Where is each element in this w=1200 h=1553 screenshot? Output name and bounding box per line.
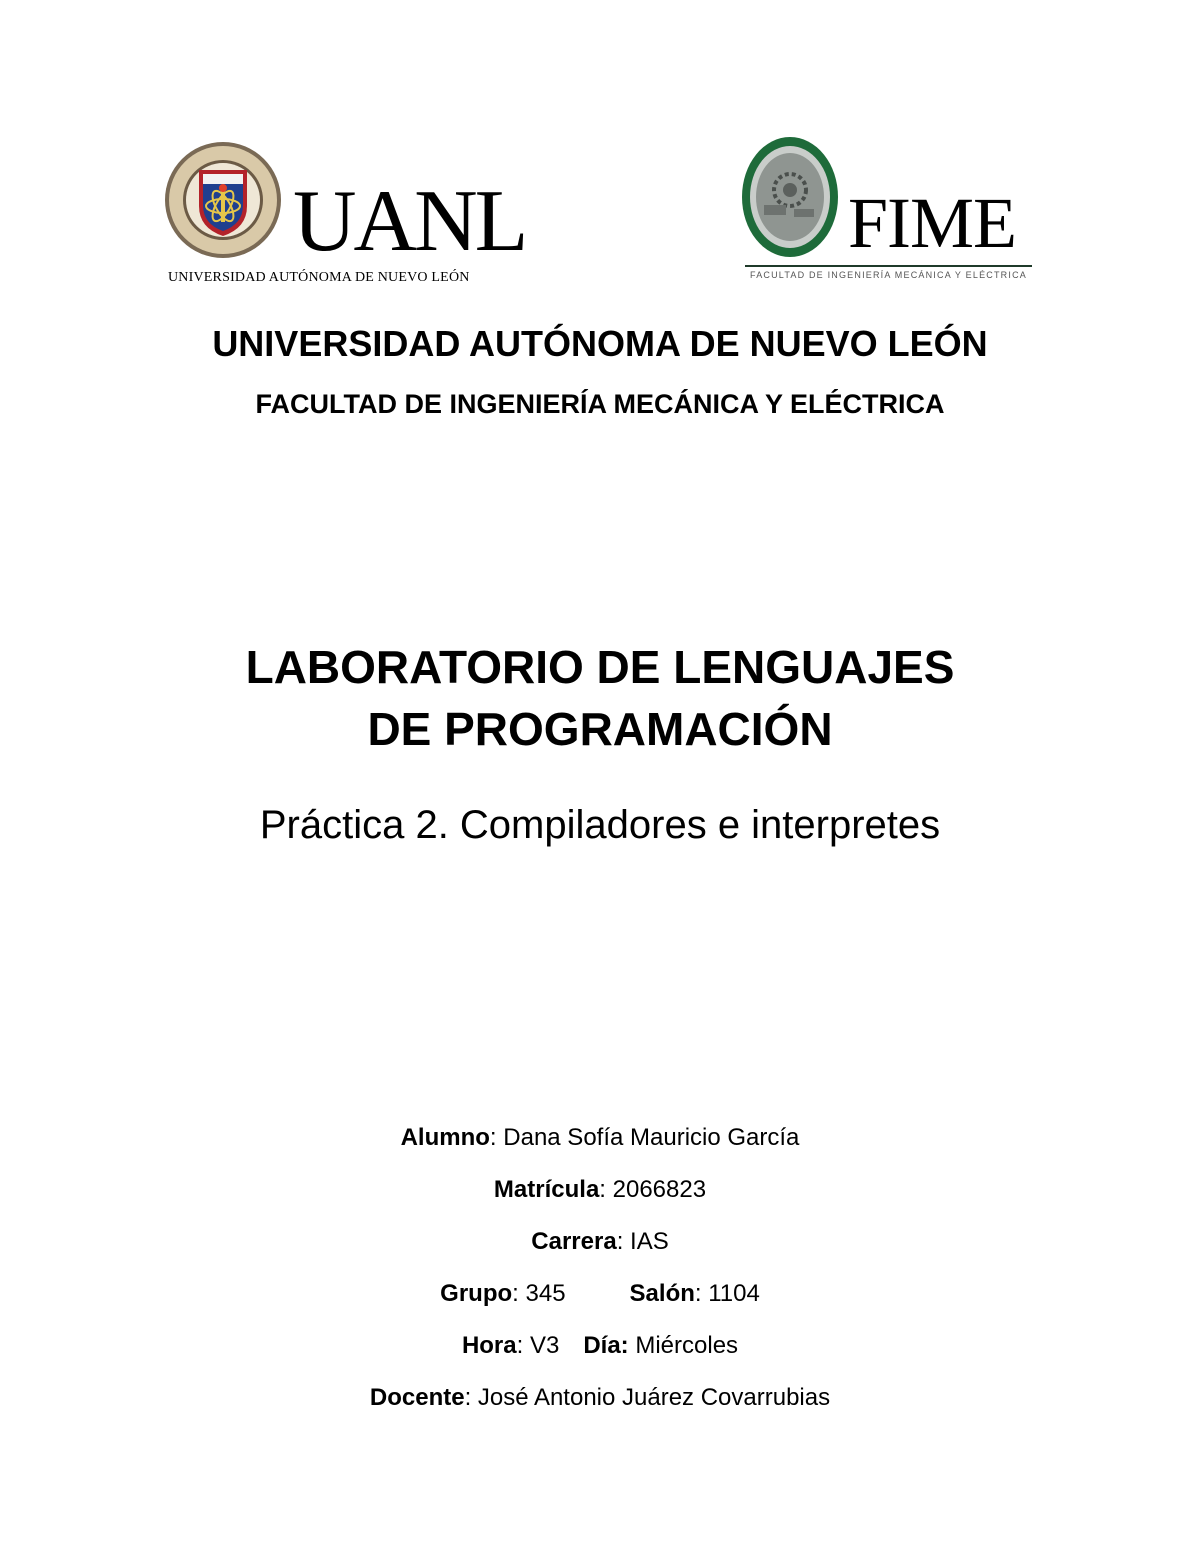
fime-logo xyxy=(740,135,1040,285)
info-dia-value: Miércoles xyxy=(635,1332,739,1359)
info-grupo-value: 345 xyxy=(525,1280,566,1307)
fime-divider xyxy=(745,265,1032,267)
fime-wordmark: FIME xyxy=(848,183,1017,263)
info-matricula: Matrícula: 2066823 xyxy=(493,1176,707,1203)
info-salon-label: Salón xyxy=(629,1280,695,1307)
faculty-name: FACULTAD DE INGENIERÍA MECÁNICA Y ELÉCTRICA xyxy=(255,389,945,419)
info-docente: Docente: José Antonio Juárez Covarrubias xyxy=(369,1384,831,1411)
info-alumno: Alumno: Dana Sofía Mauricio García xyxy=(400,1124,800,1151)
info-grupo-label: Grupo xyxy=(440,1280,513,1307)
info-carrera: Carrera: IAS xyxy=(531,1228,669,1255)
uanl-seal-icon xyxy=(163,140,283,260)
info-grupo-salon: Grupo: 345 Salón: 1104 xyxy=(440,1280,760,1307)
course-title-line-1: LABORATORIO DE LENGUAJES xyxy=(245,641,955,693)
info-hora-label: Hora xyxy=(461,1332,517,1359)
info-salon-value: 1104 xyxy=(708,1280,760,1307)
uanl-logo xyxy=(163,140,526,290)
info-docente-value: José Antonio Juárez Covarrubias xyxy=(477,1384,831,1411)
info-hora-value: V3 xyxy=(529,1332,560,1359)
course-title-line-2: DE PROGRAMACIÓN xyxy=(367,703,833,755)
info-docente-label: Docente xyxy=(369,1384,465,1411)
fime-subtitle: FACULTAD DE INGENIERÍA MECÁNICA Y ELÉCTRICA xyxy=(750,270,1027,280)
university-name: UNIVERSIDAD AUTÓNOMA DE NUEVO LEÓN xyxy=(212,323,988,364)
info-hora-dia: Hora: V3 Día: Miércoles xyxy=(461,1332,739,1359)
course-title xyxy=(0,636,1200,760)
info-matricula-value: 2066823 xyxy=(612,1176,707,1203)
info-alumno-value: Dana Sofía Mauricio García xyxy=(503,1124,800,1151)
uanl-wordmark: UANL xyxy=(293,173,526,270)
practice-title: Práctica 2. Compiladores e interpretes xyxy=(259,803,941,847)
info-carrera-label: Carrera xyxy=(531,1228,617,1255)
fime-seal-icon xyxy=(740,135,840,260)
info-matricula-label: Matrícula xyxy=(493,1176,600,1203)
uanl-subtitle: UNIVERSIDAD AUTÓNOMA DE NUEVO LEÓN xyxy=(168,270,470,285)
info-dia-label: Día: xyxy=(583,1332,629,1359)
info-alumno-label: Alumno xyxy=(400,1124,490,1151)
info-carrera-value: IAS xyxy=(630,1228,669,1255)
